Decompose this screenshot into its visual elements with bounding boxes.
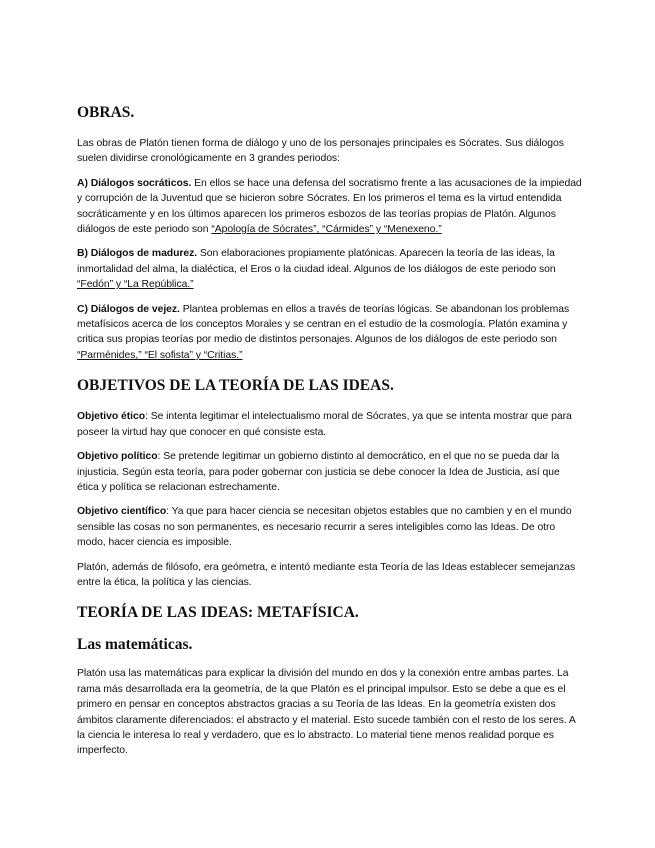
works-link[interactable]: “Parménides,” “El sofista” y “Critias.”	[77, 349, 243, 361]
works-link[interactable]: “Apología de Sócrates”, “Cármides” y “Menexeno.”	[211, 224, 442, 236]
period-lead: B) Diálogos de madurez.	[77, 248, 198, 260]
heading-objetivos: OBJETIVOS DE LA TEORÍA DE LAS IDEAS.	[77, 377, 394, 395]
objective-lead: Objetivo político	[77, 451, 158, 463]
platon-geometra-paragraph: Platón, además de filósofo, era geómetra, e intentó mediante esta Teoría de las Ideas establecer semejanzas entre la ética, la política y las ciencias.	[77, 561, 576, 588]
matematicas-paragraph: Platón usa las matemáticas para explicar la división del mundo en dos y la conexión entre ambas partes. La rama más desarrollada era la geometría, de la que Platón es el principal impulsor. Esto se debe a que es el primero en pensar en conceptos abstractos gracias a su Teoría de las Ideas. En la geometría existen dos ámbitos claramente diferenciados: el abstracto y el material. Esto sucede también con el resto de los seres. A la ciencia le interesa lo real y verdadero, que es lo abstracto. Lo material tiene menos realidad porque es imperfecto.	[77, 668, 576, 757]
objective-lead: Objetivo ético	[77, 411, 146, 423]
objective-lead: Objetivo científico	[77, 506, 167, 518]
period-socraticos	[77, 176, 583, 238]
heading-obras: OBRAS.	[77, 104, 135, 121]
objective-text: : Se intenta legitimar el intelectualismo moral de Sócrates, ya que se intenta mostrar que para poseer la virtud hay que conocer en qué consiste esta.	[77, 411, 572, 438]
objective-text: : Se pretende legitimar un gobierno distinto al democrático, en el que no se pueda dar la injusticia. Según esta teoría, para poder gobernar con justicia se debe conocer la Idea de Justicia, así que ética y política se relacionan estrechamente.	[77, 451, 560, 493]
objective-text: : Ya que para hacer ciencia se necesitan objetos estables que no cambien y en el mundo sensible las cosas no son permanentes, es necesario recurrir a seres inteligibles como las Ideas. De otro modo, hacer ciencia es imposible.	[77, 506, 572, 549]
heading-teoria-metafisica: TEORÍA DE LAS IDEAS: METAFÍSICA.	[77, 604, 359, 622]
period-madurez	[77, 246, 583, 292]
objective-etico	[77, 409, 583, 440]
objective-cientifico	[77, 504, 583, 550]
period-lead: C) Diálogos de vejez.	[77, 303, 180, 315]
intro-paragraph: Las obras de Platón tienen forma de diálogo y uno de los personajes principales es Sócrates. Sus diálogos suelen dividirse cronológicamente en 3 grandes periodos:	[77, 138, 564, 165]
document-content	[77, 104, 583, 768]
period-text: Plantea problemas en ellos a través de teorías lógicas. Se abandonan los problemas metafísicos acerca de los conceptos Morales y se centran en el estudio de la cosmología. Platón examina y critica sus propias teorías por medio de distintos personajes. Algunos de los diálogos de este periodo son	[77, 303, 570, 346]
period-text: Son elaboraciones propiamente platónicas. Aparecen la teoría de las ideas, la inmortalidad del alma, la dialéctica, el Eros o la ciudad ideal. Algunos de los diálogos de este periodo son	[77, 248, 556, 275]
period-vejez	[77, 302, 583, 364]
period-lead: A) Diálogos socráticos.	[77, 177, 192, 189]
period-text: En ellos se hace una defensa del socratismo frente a las acusaciones de la impiedad y corrupción de la Juventud que se hicieron sobre Sócrates. En los primeros el tema es la virtud entendida socráticamente y en los últimos aparecen los primeros esbozos de las teorías propias de Platón. Algunos diálogos de este periodo son	[77, 177, 582, 236]
objective-politico	[77, 449, 583, 495]
heading-matematicas: Las matemáticas.	[77, 636, 193, 654]
works-link[interactable]: “Fedón” y “La República.”	[77, 279, 194, 291]
